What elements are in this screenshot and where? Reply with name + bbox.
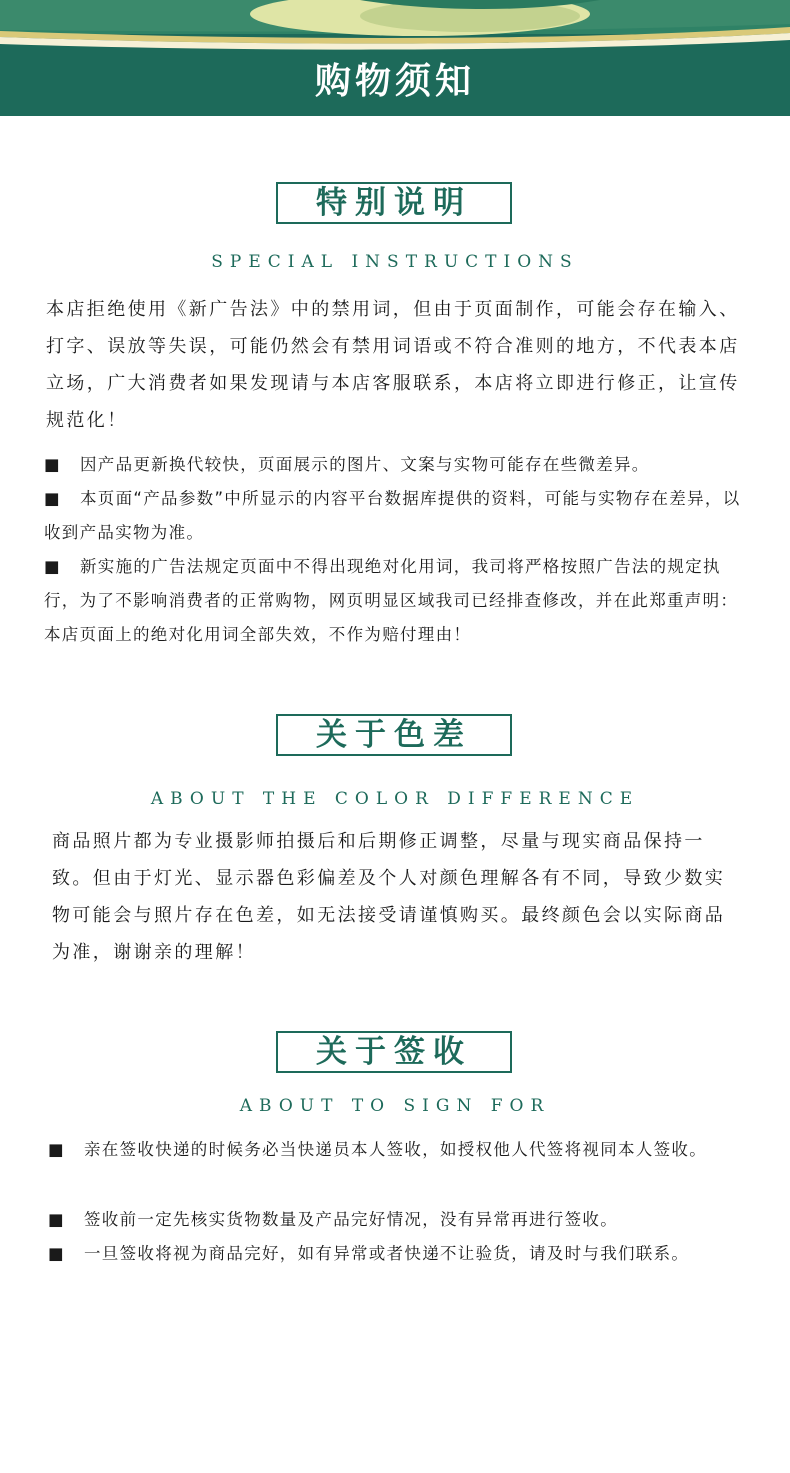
sign-bullet-2: ■ 签收前一定先核实货物数量及产品完好情况，没有异常再进行签收。 [48, 1203, 754, 1237]
special-bullet-3: ■ 新实施的广告法规定页面中不得出现绝对化用词，我司将严格按照广告法的规定执行，为了不影响消费者的正常购物，网页明显区域我司已经排查修改，并在此郑重声明：本店页面上的绝对化用词全部失效，不作为赔付理由！ [44, 550, 750, 652]
page-title: 购物须知 [314, 61, 475, 102]
sign-subtitle: ABOUT TO SIGN FOR [239, 1096, 551, 1116]
header-banner [0, 0, 790, 116]
bullet-square-icon: ■ [48, 1244, 65, 1263]
sign-bullet-3: ■ 一旦签收将视为商品完好，如有异常或者快递不让验货，请及时与我们联系。 [48, 1237, 754, 1271]
sign-title-box: 关于签收 [276, 1031, 512, 1073]
bullet-square-icon: ■ [44, 489, 61, 508]
sign-bullet-1: ■ 亲在签收快递的时候务必当快递员本人签收，如授权他人代签将视同本人签收。 [48, 1133, 754, 1167]
special-subtitle: SPECIAL INSTRUCTIONS [211, 252, 579, 272]
bullet-square-icon: ■ [48, 1210, 65, 1229]
color-subtitle: ABOUT THE COLOR DIFFERENCE [150, 789, 640, 809]
special-title-box: 特别说明 [276, 182, 512, 224]
special-bullet-1: ■ 因产品更新换代较快，页面展示的图片、文案与实物可能存在些微差异。 [44, 448, 750, 482]
color-text: 商品照片都为专业摄影师拍摄后和后期修正调整，尽量与现实商品保持一致。但由于灯光、显示器色彩偏差及个人对颜色理解各有不同，导致少数实物可能会与照片存在色差，如无法接受请谨慎购买。最终颜色会以实际商品为准，谢谢亲的理解！ [52, 831, 726, 963]
bullet-square-icon: ■ [44, 455, 61, 474]
bullet-square-icon: ■ [44, 557, 61, 576]
bullet-square-icon: ■ [48, 1140, 65, 1159]
special-intro: 本店拒绝使用《新广告法》中的禁用词，但由于页面制作，可能会存在输入、打字、误放等失误，可能仍然会有禁用词语或不符合准则的地方，不代表本店立场，广大消费者如果发现请与本店客服联系，本店将立即进行修正，让宣传规范化！ [46, 299, 740, 431]
special-bullet-2: ■ 本页面“产品参数”中所显示的内容平台数据库提供的资料，可能与实物存在差异，以收到产品实物为准。 [44, 482, 750, 550]
color-title-box: 关于色差 [276, 714, 512, 756]
